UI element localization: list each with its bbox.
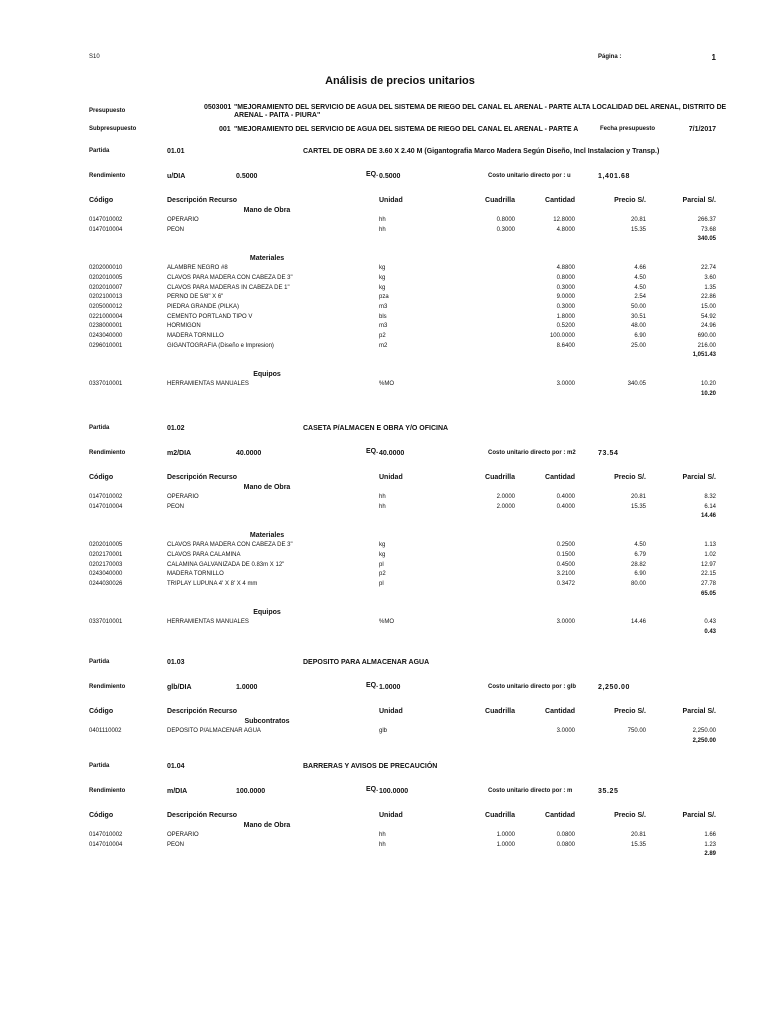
costo-label: Costo unitario directo por : glb [488, 684, 576, 690]
row-cantidad: 0.4500 [556, 561, 575, 568]
row-precio: 25.00 [630, 342, 646, 349]
row-code: 0202010005 [89, 542, 123, 549]
partida-code: 01.03 [167, 659, 185, 666]
row-cuadrilla: 0.3000 [496, 226, 515, 233]
row-unit: %MO [379, 381, 394, 388]
row-unit: p2 [379, 571, 386, 578]
presupuesto-label: Presupuesto [89, 108, 126, 114]
row-parcial: 2,250.00 [692, 728, 716, 734]
row-precio: 4.50 [634, 274, 646, 281]
subpresupuesto-label: Subpresupuesto [89, 126, 137, 132]
row-precio: 30.51 [630, 313, 646, 320]
row-cantidad: 0.3000 [556, 284, 575, 291]
fecha-label: Fecha presupuesto [600, 126, 656, 132]
row-code: 0202010005 [89, 274, 123, 281]
row-code: 0337010001 [89, 381, 123, 388]
row-cantidad: 0.0800 [556, 832, 575, 838]
row-code: 0147010004 [89, 841, 123, 848]
rendimiento-unit: u/DIA [167, 173, 186, 180]
partida-label: Partida [89, 148, 110, 154]
row-parcial: 8.32 [704, 494, 716, 500]
row-description: HORMIGON [167, 323, 201, 330]
group-total: 0.43 [704, 629, 716, 635]
col-header-parcial: Parcial S/. [682, 708, 716, 715]
row-code: 0205000012 [89, 303, 123, 310]
group-name: Equipos [253, 371, 281, 379]
row-code: 0221000004 [89, 313, 123, 320]
col-header-cantidad: Cantidad [545, 474, 575, 481]
rendimiento-unit: glb/DIA [167, 684, 192, 691]
row-unit: hh [379, 841, 386, 848]
costo-value: 35.25 [598, 788, 619, 795]
row-description: CALAMINA GALVANIZADA DE 0.83m X 12" [167, 561, 285, 568]
col-header-parcial: Parcial S/. [682, 474, 716, 481]
row-code: 0337010001 [89, 619, 123, 626]
partida-label: Partida [89, 763, 110, 769]
col-header-descripcion: Descripción Recurso [167, 197, 238, 204]
row-code: 0296010001 [89, 342, 123, 349]
row-cuadrilla: 1.0000 [496, 841, 515, 848]
row-cantidad: 3.0000 [556, 728, 575, 734]
row-code: 0244030026 [89, 580, 123, 587]
eq-label: EQ. [366, 786, 379, 793]
row-precio: 15.35 [630, 503, 646, 510]
row-cantidad: 9.0000 [556, 294, 575, 301]
col-header-unidad: Unidad [379, 197, 403, 204]
row-code: 0202010007 [89, 284, 123, 291]
row-description: MADERA TORNILLO [167, 571, 224, 578]
row-description: PEON [167, 841, 185, 848]
eq-label: EQ. [366, 682, 379, 689]
row-precio: 15.35 [630, 841, 646, 848]
row-description: CLAVOS PARA CALAMINA [167, 551, 241, 558]
row-cantidad: 8.6400 [556, 342, 575, 349]
row-parcial: 12.97 [700, 561, 716, 568]
rendimiento-unit: m/DIA [167, 788, 188, 795]
col-header-codigo: Código [89, 197, 114, 204]
col-header-cantidad: Cantidad [545, 812, 575, 819]
costo-value: 1,401.68 [598, 173, 631, 180]
partida-code: 01.01 [167, 148, 185, 155]
group-total: 2,250.00 [692, 737, 716, 744]
row-precio: 48.00 [630, 323, 646, 330]
group-total: 340.05 [697, 236, 716, 243]
group-name: Equipos [253, 609, 281, 617]
row-precio: 340.05 [627, 381, 646, 388]
row-precio: 750.00 [627, 728, 646, 734]
row-cantidad: 3.0000 [556, 619, 575, 626]
row-description: HERRAMIENTAS MANUALES [167, 619, 249, 626]
row-description: CLAVOS PARA MADERAS IN CABEZA DE 1" [167, 284, 290, 291]
col-header-codigo: Código [89, 474, 114, 481]
col-header-cantidad: Cantidad [545, 708, 575, 715]
row-cantidad: 0.8000 [556, 274, 575, 281]
row-parcial: 24.96 [700, 323, 716, 330]
row-cantidad: 4.8800 [556, 265, 575, 272]
presupuesto-code: 0503001 [204, 104, 232, 111]
row-precio: 28.82 [630, 561, 646, 568]
subpresupuesto-desc: "MEJORAMIENTO DEL SERVICIO DE AGUA DEL SISTEMA DE RIEGO DEL CANAL EL ARENAL - PARTE A [234, 126, 579, 133]
rendimiento-value: 40.0000 [236, 450, 262, 457]
fecha-value: 7/1/2017 [688, 126, 716, 133]
row-description: OPERARIO [167, 832, 199, 838]
partida-title: BARRERAS Y AVISOS DE PRECAUCIÓN [303, 763, 438, 770]
group-total: 10.20 [700, 390, 716, 397]
row-unit: m3 [379, 303, 388, 310]
row-cantidad: 0.0800 [556, 841, 575, 848]
row-precio: 50.00 [630, 303, 646, 310]
page-number: 1 [711, 53, 716, 62]
row-precio: 6.90 [634, 571, 646, 578]
col-header-cantidad: Cantidad [545, 197, 575, 204]
row-parcial: 54.92 [700, 313, 716, 320]
row-parcial: 22.86 [700, 294, 716, 301]
partida-title: CARTEL DE OBRA DE 3.60 X 2.40 M (Gigantografia Marco Madera Según Diseño, Incl Instalacion y Transp.) [303, 148, 660, 155]
row-unit: bls [379, 313, 387, 320]
row-parcial: 6.14 [704, 503, 716, 510]
row-cantidad: 3.0000 [556, 381, 575, 388]
row-precio: 15.35 [630, 226, 646, 233]
col-header-unidad: Unidad [379, 812, 403, 819]
col-header-cuadrilla: Cuadrilla [485, 708, 515, 715]
row-code: 0243040000 [89, 333, 123, 339]
col-header-parcial: Parcial S/. [682, 197, 716, 204]
row-precio: 6.90 [634, 333, 646, 339]
row-description: OPERARIO [167, 494, 199, 500]
row-cantidad: 0.3472 [556, 580, 575, 587]
row-unit: pl [379, 561, 384, 568]
row-description: PEON [167, 503, 185, 510]
col-header-precio: Precio S/. [614, 812, 646, 819]
row-precio: 80.00 [630, 580, 646, 587]
row-cuadrilla: 2.0000 [496, 503, 515, 510]
row-description: PERNO DE 5/8" X 6" [167, 294, 224, 301]
presupuesto-line2: ARENAL - PAITA - PIURA" [234, 112, 321, 119]
partida-code: 01.02 [167, 425, 185, 432]
partida-code: 01.04 [167, 763, 185, 770]
costo-label: Costo unitario directo por : u [488, 173, 571, 179]
col-header-precio: Precio S/. [614, 474, 646, 481]
row-description: HERRAMIENTAS MANUALES [167, 381, 249, 388]
row-description: CLAVOS PARA MADERA CON CABEZA DE 3" [167, 274, 293, 281]
row-cantidad: 0.1500 [556, 551, 575, 558]
row-cantidad: 3.2100 [556, 571, 575, 578]
rendimiento-label: Rendimiento [89, 173, 126, 179]
row-code: 0401110002 [89, 728, 122, 734]
partida-title: CASETA P/ALMACEN E OBRA Y/O OFICINA [303, 425, 449, 432]
row-cantidad: 1.8000 [556, 313, 575, 320]
row-unit: hh [379, 503, 386, 510]
presupuesto-line1: "MEJORAMIENTO DEL SERVICIO DE AGUA DEL SISTEMA DE RIEGO DEL CANAL EL ARENAL - PARTE ALTA LOCALIDAD DEL ARENAL, DISTRITO DE [234, 104, 727, 111]
partida-title: DEPOSITO PARA ALMACENAR AGUA [303, 659, 430, 666]
col-header-unidad: Unidad [379, 474, 403, 481]
row-parcial: 0.43 [704, 619, 716, 626]
row-parcial: 73.68 [700, 226, 716, 233]
rendimiento-value: 0.5000 [236, 173, 258, 180]
row-cuadrilla: 2.0000 [496, 494, 515, 500]
costo-value: 2,250.00 [598, 684, 631, 691]
group-total: 2.89 [704, 851, 716, 858]
col-header-descripcion: Descripción Recurso [167, 474, 238, 481]
row-parcial: 3.60 [704, 274, 716, 281]
col-header-precio: Precio S/. [614, 708, 646, 715]
row-description: PIEDRA GRANDE (PILKA) [167, 303, 240, 310]
page-title: Análisis de precios unitarios [325, 75, 475, 87]
row-cantidad: 0.4000 [556, 494, 575, 500]
row-code: 0202100013 [89, 294, 123, 301]
row-description: OPERARIO [167, 217, 199, 223]
row-cuadrilla: 1.0000 [496, 832, 515, 838]
row-code: 0238000001 [89, 323, 123, 330]
row-unit: kg [379, 274, 386, 281]
costo-value: 73.54 [598, 450, 619, 457]
row-code: 0147010004 [89, 226, 123, 233]
row-description: PEON [167, 226, 185, 233]
rendimiento-label: Rendimiento [89, 684, 126, 690]
rendimiento-label: Rendimiento [89, 788, 126, 794]
row-parcial: 690.00 [697, 333, 716, 339]
row-precio: 20.81 [630, 494, 646, 500]
partida-label: Partida [89, 425, 110, 431]
row-unit: hh [379, 832, 386, 838]
costo-label: Costo unitario directo por : m [488, 788, 573, 794]
col-header-cuadrilla: Cuadrilla [485, 197, 515, 204]
row-unit: m3 [379, 323, 388, 330]
report-code: S10 [89, 54, 100, 60]
rendimiento-unit: m2/DIA [167, 450, 192, 457]
row-precio: 4.50 [634, 284, 646, 291]
row-parcial: 266.37 [697, 217, 716, 223]
row-parcial: 27.78 [700, 580, 716, 587]
row-cantidad: 0.5200 [556, 323, 575, 330]
row-code: 0202170003 [89, 561, 123, 568]
group-name: Mano de Obra [243, 484, 291, 491]
row-description: CEMENTO PORTLAND TIPO V [167, 313, 253, 320]
row-unit: m2 [379, 342, 388, 349]
row-unit: pl [379, 580, 384, 587]
row-unit: kg [379, 265, 386, 272]
col-header-codigo: Código [89, 708, 114, 715]
row-precio: 14.46 [630, 619, 646, 626]
row-unit: p2 [379, 333, 386, 339]
row-description: GIGANTOGRAFIA (Diseño e Impresion) [167, 342, 274, 349]
col-header-cuadrilla: Cuadrilla [485, 812, 515, 819]
row-parcial: 216.00 [697, 342, 716, 349]
eq-value: 1.0000 [379, 684, 401, 691]
row-code: 0147010002 [89, 494, 123, 500]
row-cuadrilla: 0.8000 [496, 217, 515, 223]
row-parcial: 15.00 [700, 303, 716, 310]
col-header-cuadrilla: Cuadrilla [485, 474, 515, 481]
col-header-descripcion: Descripción Recurso [167, 708, 238, 715]
row-unit: kg [379, 284, 386, 291]
row-description: TRIPLAY LUPUNA 4' X 8' X 4 mm [167, 580, 258, 587]
row-cantidad: 0.4000 [556, 503, 575, 510]
partida-label: Partida [89, 659, 110, 665]
col-header-unidad: Unidad [379, 708, 403, 715]
costo-label: Costo unitario directo por : m2 [488, 450, 576, 456]
group-name: Materiales [249, 532, 285, 540]
row-cantidad: 12.8000 [553, 217, 575, 223]
row-unit: hh [379, 494, 386, 500]
row-code: 0243040000 [89, 571, 123, 578]
row-parcial: 10.20 [700, 381, 716, 388]
row-parcial: 1.66 [704, 832, 716, 838]
eq-label: EQ. [366, 448, 379, 455]
rendimiento-value: 1.0000 [236, 684, 258, 691]
row-description: ALAMBRE NEGRO #8 [167, 265, 228, 272]
row-unit: kg [379, 542, 386, 549]
row-description: MADERA TORNILLO [167, 333, 224, 339]
group-total: 1,051.43 [692, 352, 716, 359]
col-header-codigo: Código [89, 812, 114, 819]
row-precio: 4.66 [634, 265, 646, 272]
group-name: Materiales [249, 255, 285, 263]
row-parcial: 1.35 [704, 284, 716, 291]
row-unit: kg [379, 551, 386, 558]
col-header-descripcion: Descripción Recurso [167, 812, 238, 819]
row-precio: 4.50 [634, 542, 646, 549]
row-code: 0147010002 [89, 832, 123, 838]
row-parcial: 22.15 [700, 571, 716, 578]
page-label: Página : [598, 54, 622, 60]
row-unit: %MO [379, 619, 394, 626]
row-parcial: 22.74 [700, 265, 716, 272]
group-name: Mano de Obra [243, 207, 291, 214]
row-parcial: 1.13 [704, 542, 716, 549]
row-description: DEPOSITO P/ALMACENAR AGUA [167, 728, 261, 734]
row-code: 0202000010 [89, 265, 123, 272]
col-header-parcial: Parcial S/. [682, 812, 716, 819]
group-name: Subcontratos [244, 718, 290, 725]
subpresupuesto-code: 001 [219, 126, 231, 133]
row-unit: pza [379, 294, 389, 301]
row-parcial: 1.23 [704, 841, 716, 848]
row-unit: glb [379, 728, 388, 734]
row-precio: 20.81 [630, 832, 646, 838]
row-cantidad: 4.8000 [556, 226, 575, 233]
row-unit: hh [379, 226, 386, 233]
rendimiento-label: Rendimiento [89, 450, 126, 456]
eq-label: EQ. [366, 171, 379, 178]
row-cantidad: 0.2500 [556, 542, 575, 549]
rendimiento-value: 100.0000 [236, 788, 266, 795]
row-code: 0147010004 [89, 503, 123, 510]
row-description: CLAVOS PARA MADERA CON CABEZA DE 3" [167, 542, 293, 549]
col-header-precio: Precio S/. [614, 197, 646, 204]
row-cantidad: 100.0000 [549, 333, 575, 339]
row-code: 0147010002 [89, 217, 123, 223]
row-unit: hh [379, 217, 386, 223]
row-cantidad: 0.3000 [556, 303, 575, 310]
row-precio: 6.79 [634, 551, 646, 558]
group-total: 14.46 [700, 513, 716, 520]
eq-value: 40.0000 [379, 450, 405, 457]
group-total: 65.05 [700, 590, 716, 597]
row-precio: 20.81 [630, 217, 646, 223]
row-precio: 2.54 [634, 294, 646, 301]
eq-value: 100.0000 [379, 788, 409, 795]
group-name: Mano de Obra [243, 822, 291, 829]
row-code: 0202170001 [89, 551, 123, 558]
eq-value: 0.5000 [379, 173, 401, 180]
row-parcial: 1.02 [704, 551, 716, 558]
